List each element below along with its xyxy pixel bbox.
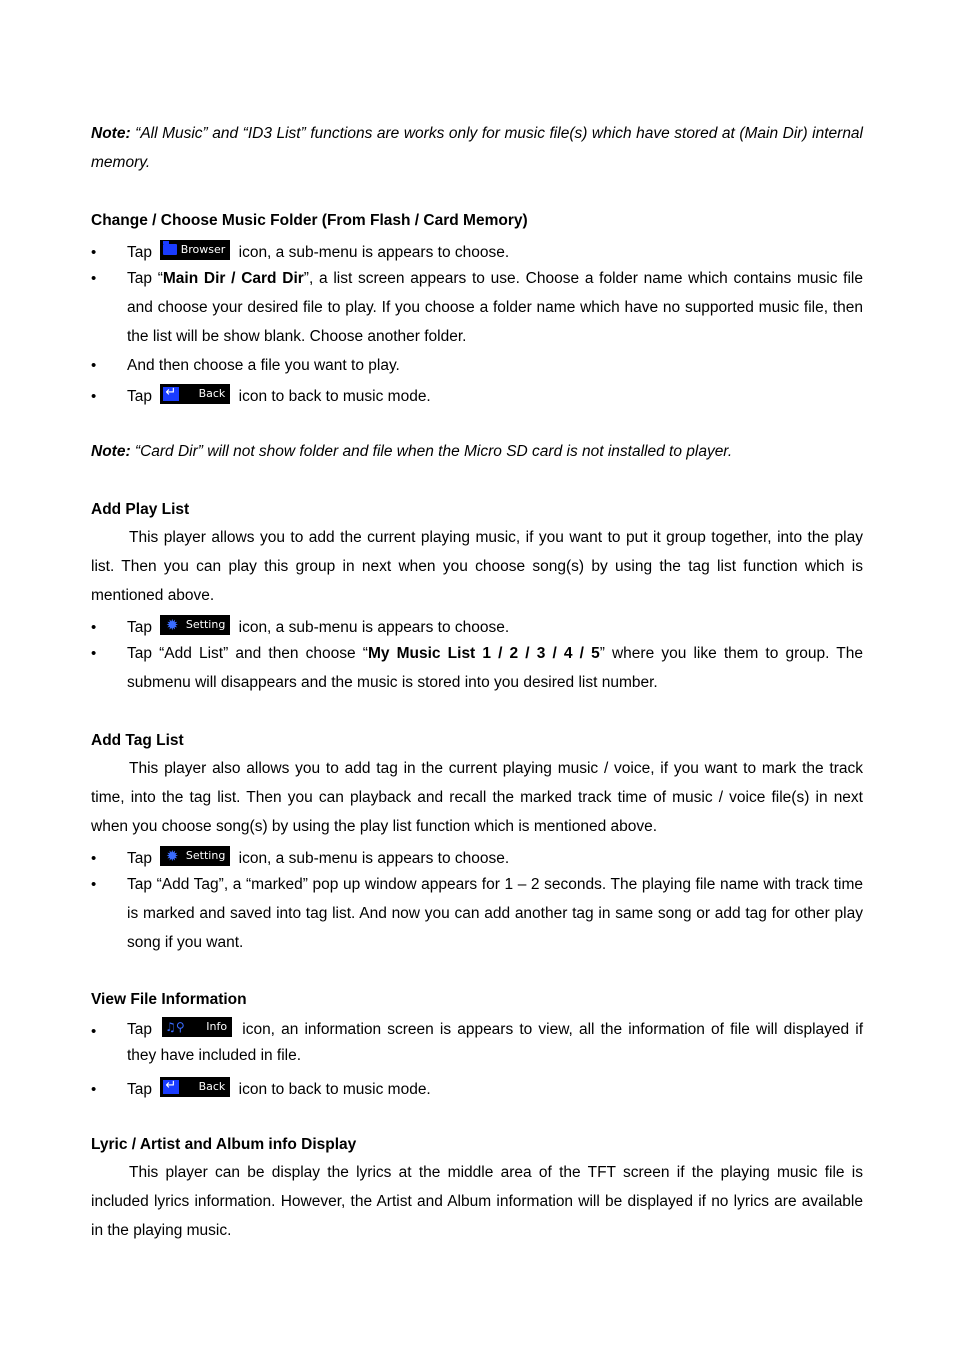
note-label: Note: — [91, 443, 131, 460]
info-button-image: ♫⚲ Info — [162, 1017, 232, 1037]
gear-icon: ✹ — [166, 616, 179, 634]
heading-change-folder: Change / Choose Music Folder (From Flash / Card Memory) — [91, 212, 528, 229]
bullet-dot: • — [91, 1081, 97, 1098]
paragraph-tag-list: This player also allows you to add tag in the current playing music / voice, if you want to mark the track time, into the tag list. Then you can playback and recall the marked track time of music / voice file(s) in next when you choose song(s) by using the play list function which is mentioned above. — [91, 760, 863, 835]
list-item: • Tap Browser icon, a sub-menu is appears to choose. — [91, 238, 863, 267]
bullet-dot: • — [91, 645, 97, 662]
heading-add-tag-list: Add Tag List — [91, 732, 184, 749]
heading-lyric-display: Lyric / Artist and Album info Display — [91, 1136, 357, 1153]
note-text: “Card Dir” will not show folder and file when the Micro SD card is not installed to player. — [130, 443, 733, 460]
list-item: • Tap ✹ Setting icon, a sub-menu is appears to choose. — [91, 613, 863, 642]
note-card-dir — [91, 437, 863, 466]
heading-add-play-list: Add Play List — [91, 501, 190, 518]
setting-button-image: ✹ Setting — [160, 846, 230, 866]
list-item: • Tap ♫⚲ Info icon, an information screen is appears to view, all the information of file will displayed if they have included in file. — [91, 1017, 863, 1069]
list-item: • Tap “Add Tag”, a “marked” pop up window appears for 1 – 2 seconds. The playing file name with track time is marked and saved into tag list. And now you can add another tag in same song or add tag for other play song if you want. — [91, 870, 863, 957]
note-text: “All Music” and “ID3 List” functions are works only for music file(s) which have stored at (Main Dir) internal memory. — [91, 125, 863, 171]
back-arrow-icon — [163, 1080, 179, 1094]
list-item: • And then choose a file you want to play. — [91, 351, 863, 380]
bullet-dot: • — [91, 270, 97, 287]
note-all-music — [91, 119, 863, 177]
heading-view-file-info: View File Information — [91, 991, 247, 1008]
back-arrow-icon — [163, 387, 179, 401]
bullet-dot: • — [91, 388, 97, 405]
bullet-dot: • — [91, 876, 97, 893]
paragraph-lyric: This player can be display the lyrics at the middle area of the TFT screen if the playing music file is included lyrics information. However, the Artist and Album information will be displayed if no lyrics are available in the playing music. — [91, 1164, 863, 1239]
info-icon: ♫⚲ — [165, 1020, 185, 1034]
browser-button-image: Browser — [160, 240, 230, 260]
gear-icon: ✹ — [166, 847, 179, 865]
note-label: Note: — [91, 125, 131, 142]
bullet-dot: • — [91, 244, 97, 261]
list-item: • Tap ✹ Setting icon, a sub-menu is appears to choose. — [91, 844, 863, 873]
bullet-dot: • — [91, 1023, 97, 1040]
back-button-image: ↵ Back — [160, 1077, 230, 1097]
bullet-dot: • — [91, 357, 97, 374]
setting-button-image: ✹ Setting — [160, 615, 230, 635]
bullet-dot: • — [91, 850, 97, 867]
paragraph-play-list: This player allows you to add the current playing music, if you want to put it group together, into the play list. Then you can play this group in next when you choose song(s) by using the tag list function which is mentioned above. — [91, 529, 863, 604]
list-item: • Tap ↵ Back icon to back to music mode. — [91, 1075, 863, 1104]
list-item: • Tap “Add List” and then choose “My Music List 1 / 2 / 3 / 4 / 5” where you like them to group. The submenu will disappears and the music is stored into you desired list number. — [91, 639, 863, 697]
list-item: • Tap “Main Dir / Card Dir”, a list screen appears to use. Choose a folder name which contains music file and choose your desired file to play. If you choose a folder name which have no supported music file, then the list will be show blank. Choose another folder. — [91, 264, 863, 351]
list-item: • Tap ↵ Back icon to back to music mode. — [91, 382, 863, 411]
folder-icon — [163, 244, 177, 255]
back-button-image: ↵ Back — [160, 384, 230, 404]
bullet-dot: • — [91, 619, 97, 636]
